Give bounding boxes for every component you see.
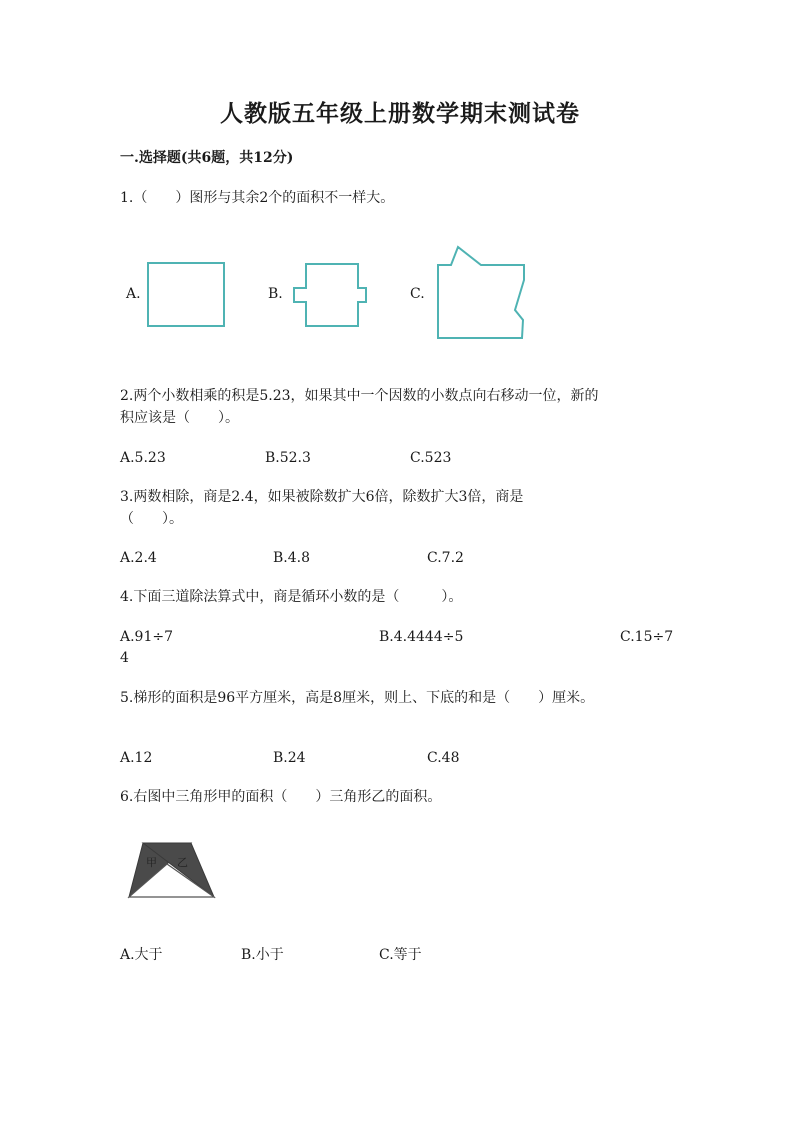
question-2-stem-line-2: 积应该是（ ）。 [120,410,239,426]
q3-option-b: B.4.8 [273,550,311,566]
q4-option-b: B.4.4444÷5 [379,629,464,645]
q5-option-b: B.24 [273,750,306,766]
q1-option-a-label: A. [126,286,141,302]
question-3-stem-line-2: （ ）。 [120,511,183,527]
q2-option-b: B.52.3 [265,450,311,466]
question-2-stem-line-1: 2.两个小数相乘的积是5.23，如果其中一个因数的小数点向右移动一位，新的 [120,388,599,404]
question-5-stem: 5.梯形的面积是96平方厘米，高是8厘米，则上、下底的和是（ ）厘米。 [120,690,595,706]
q6-option-b: B.小于 [241,947,284,963]
q4-option-a: A.91÷7 [120,629,174,645]
q1-option-c-label: C. [410,286,425,302]
label-jia: 甲 [146,856,157,869]
q6-option-c: C.等于 [379,947,422,963]
q3-option-c: C.7.2 [427,550,464,566]
q4-option-c: C.15÷7 [620,629,674,645]
q6-option-a: A.大于 [120,947,163,963]
question-3-stem-line-1: 3.两数相除，商是2.4，如果被除数扩大6倍，除数扩大3倍，商是 [120,489,524,505]
q1-option-b-label: B. [268,286,283,302]
page-title: 人教版五年级上册数学期末测试卷 [220,100,580,127]
question-6-stem: 6.右图中三角形甲的面积（ ）三角形乙的面积。 [120,789,442,805]
q2-option-a: A.5.23 [120,450,166,466]
q2-option-c: C.523 [410,450,452,466]
label-yi: 乙 [177,856,188,869]
section-heading: 一.选择题(共6题，共12分) [120,150,294,166]
q5-option-a: A.12 [120,750,153,766]
question-4-stem: 4.下面三道除法算式中，商是循环小数的是（ ）。 [120,589,463,605]
q4-option-c-wrapped-digit: 4 [120,650,129,666]
q3-option-a: A.2.4 [120,550,157,566]
question-1-stem: 1.（ ）图形与其余2个的面积不一样大。 [120,190,395,206]
q5-option-c: C.48 [427,750,460,766]
